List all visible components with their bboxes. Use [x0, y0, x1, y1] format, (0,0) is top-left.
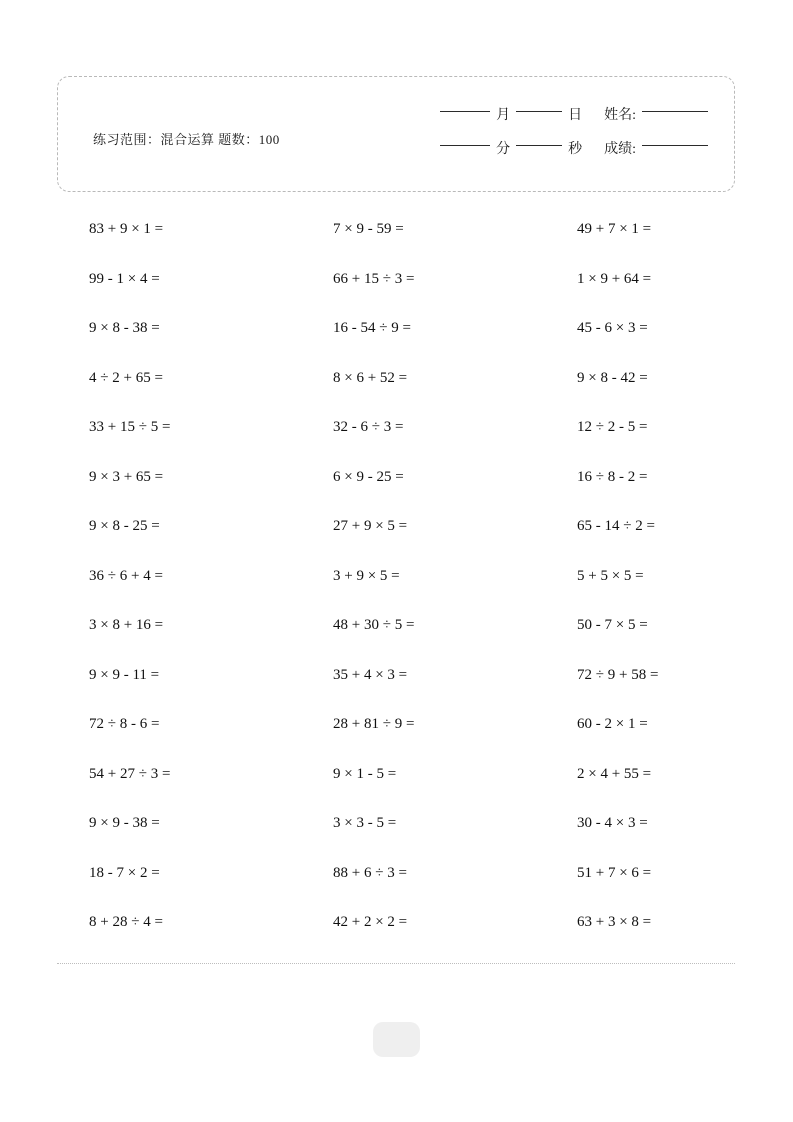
problem-item: 45 - 6 × 3 = — [577, 320, 648, 337]
header-fields — [382, 97, 712, 165]
problem-item: 2 × 4 + 55 = — [577, 765, 652, 782]
problem-item: 65 - 14 ÷ 2 = — [577, 518, 655, 535]
problem-item: 8 + 28 ÷ 4 = — [89, 914, 163, 931]
problem-item: 3 × 8 + 16 = — [89, 617, 164, 634]
problem-item: 42 + 2 × 2 = — [333, 914, 408, 931]
footer-divider — [57, 963, 735, 964]
problem-item: 54 + 27 ÷ 3 = — [89, 765, 171, 782]
score-blank[interactable] — [642, 145, 708, 146]
problem-item: 1 × 9 + 64 = — [577, 270, 652, 287]
problem-item: 9 × 8 - 25 = — [89, 518, 160, 535]
problem-item: 9 × 8 - 38 = — [89, 320, 160, 337]
problem-item: 35 + 4 × 3 = — [333, 666, 408, 683]
problem-grid — [57, 205, 735, 948]
problem-item: 60 - 2 × 1 = — [577, 716, 648, 733]
problem-item: 33 + 15 ÷ 5 = — [89, 419, 171, 436]
date-row — [382, 97, 712, 131]
problem-item: 27 + 9 × 5 = — [333, 518, 408, 535]
problem-item: 3 + 9 × 5 = — [333, 567, 400, 584]
problem-item: 63 + 3 × 8 = — [577, 914, 652, 931]
problem-item: 9 × 9 - 38 = — [89, 815, 160, 832]
day-label: 日 — [568, 108, 583, 123]
problem-item: 16 ÷ 8 - 2 = — [577, 468, 648, 485]
problem-item: 5 + 5 × 5 = — [577, 567, 644, 584]
problem-item: 99 - 1 × 4 = — [89, 270, 160, 287]
problem-item: 28 + 81 ÷ 9 = — [333, 716, 415, 733]
minute-label: 分 — [496, 142, 511, 157]
problem-item: 16 - 54 ÷ 9 = — [333, 320, 411, 337]
minute-blank[interactable] — [440, 145, 490, 146]
problem-item: 9 × 1 - 5 = — [333, 765, 397, 782]
problem-item: 83 + 9 × 1 = — [89, 221, 164, 238]
page-footer-pill — [373, 1022, 420, 1057]
problem-item: 3 × 3 - 5 = — [333, 815, 397, 832]
problem-item: 7 × 9 - 59 = — [333, 221, 404, 238]
problem-item: 9 × 3 + 65 = — [89, 468, 164, 485]
name-blank[interactable] — [642, 111, 708, 112]
problem-item: 49 + 7 × 1 = — [577, 221, 652, 238]
problem-item: 88 + 6 ÷ 3 = — [333, 864, 407, 881]
score-label: 成绩: — [604, 142, 636, 157]
name-label: 姓名: — [604, 108, 636, 123]
month-blank[interactable] — [440, 111, 490, 112]
problem-item: 36 ÷ 6 + 4 = — [89, 567, 163, 584]
problem-item: 4 ÷ 2 + 65 = — [89, 369, 163, 386]
second-blank[interactable] — [516, 145, 562, 146]
header-box — [57, 76, 735, 192]
problem-item: 32 - 6 ÷ 3 = — [333, 419, 404, 436]
practice-info: 练习范围：混合运算 题数：100 — [93, 132, 280, 147]
problem-item: 8 × 6 + 52 = — [333, 369, 408, 386]
month-label: 月 — [496, 108, 511, 123]
problem-item: 9 × 8 - 42 = — [577, 369, 648, 386]
problem-item: 48 + 30 ÷ 5 = — [333, 617, 415, 634]
day-blank[interactable] — [516, 111, 562, 112]
problem-item: 51 + 7 × 6 = — [577, 864, 652, 881]
time-row — [382, 131, 712, 165]
problem-item: 18 - 7 × 2 = — [89, 864, 160, 881]
problem-item: 30 - 4 × 3 = — [577, 815, 648, 832]
second-label: 秒 — [568, 142, 583, 157]
problem-item: 66 + 15 ÷ 3 = — [333, 270, 415, 287]
problem-item: 6 × 9 - 25 = — [333, 468, 404, 485]
problem-item: 50 - 7 × 5 = — [577, 617, 648, 634]
problem-item: 72 ÷ 8 - 6 = — [89, 716, 160, 733]
problem-item: 9 × 9 - 11 = — [89, 666, 160, 683]
problem-item: 12 ÷ 2 - 5 = — [577, 419, 648, 436]
problem-item: 72 ÷ 9 + 58 = — [577, 666, 659, 683]
